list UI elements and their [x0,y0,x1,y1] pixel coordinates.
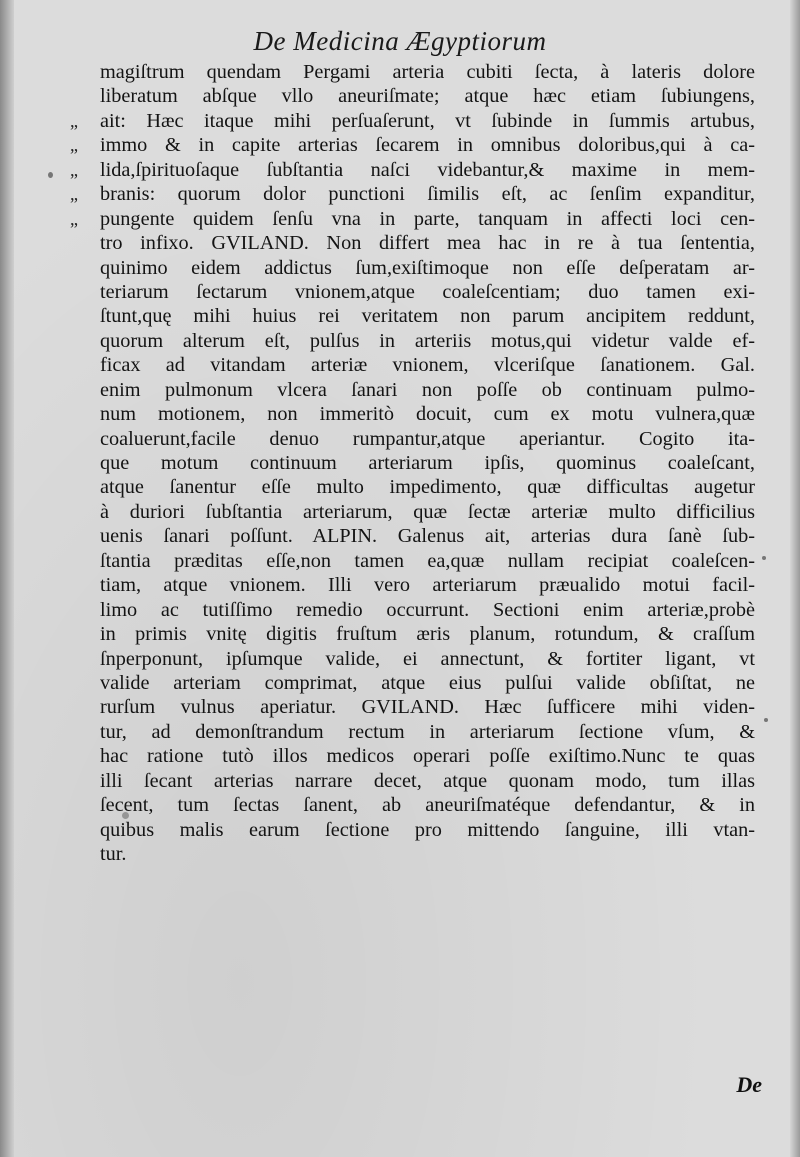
line-text: teriarum ſectarum vnionem,atque coaleſcentiam; duo tamen exi- [100,280,755,303]
text-line [100,402,755,426]
ink-spot [48,172,53,178]
text-line [100,598,755,622]
text-line [100,427,755,451]
line-text: tiam, atque vnionem. Illi vero arteriarum præualido motui facil- [100,574,755,597]
line-text: à duriori ſubſtantia arteriarum, quæ ſectæ arteriæ multo difficilius [100,500,755,523]
text-line [100,451,755,475]
line-text: ſecent, tum ſectas ſanent, ab aneuriſmatéque defendantur, & in [100,794,755,817]
text-line [100,329,755,353]
line-text: atque ſanentur eſſe multo impedimento, quæ difficultas augetur [100,476,755,499]
line-text: ficax ad vitandam arteriæ vnionem, vlceriſque ſanationem. Gal. [100,354,755,377]
line-text: in primis vnitę digitis fruſtum æris planum, rotundum, & craſſum [100,623,755,646]
page-right-shadow [790,0,800,1157]
text-line [100,671,755,695]
line-text: hac ratione tutò illos medicos operari poſſe exiſtimo.Nunc te quas [100,745,755,768]
text-line [70,207,755,231]
text-line [100,304,755,328]
text-line [100,84,755,108]
text-line [100,60,755,84]
page-left-shadow [0,0,14,1157]
text-line [100,842,755,866]
text-line [100,744,755,768]
ink-spot [762,556,766,560]
line-text: tur. [100,843,127,865]
text-line [100,647,755,671]
text-line [100,280,755,304]
line-text: liberatum abſque vllo aneuriſmate; atque hæc etiam ſubiungens, [100,85,755,108]
line-text: magiſtrum quendam Pergami arteria cubiti ſecta, à lateris dolore [100,61,755,83]
text-line [100,720,755,744]
line-text: rurſum vulnus aperiatur. GVILAND. Hæc ſufficere mihi viden- [100,696,755,719]
line-text: tur, ad demonſtrandum rectum in arteriarum ſectione vſum, & [100,720,755,743]
line-text: que motum continuum arteriarum ipſis, quominus coaleſcant, [100,452,755,474]
body-text [70,60,755,866]
text-line [70,158,755,182]
line-text: quorum alterum eſt, pulſus in arteriis motus,qui videtur valde ef- [100,329,755,352]
text-line [100,695,755,719]
text-line [100,524,755,548]
line-text: uenis ſanari poſſunt. ALPIN. Galenus ait, arterias dura ſanè ſub- [100,525,755,548]
text-line [70,182,755,206]
line-text: tro infixo. GVILAND. Non differt mea hac in re à tua ſententia, [100,232,755,255]
ink-spot [764,718,768,722]
line-text: valide arteriam comprimat, atque eius pulſui valide obſiſtat, ne [100,671,755,694]
quotation-mark: „ [70,135,78,156]
text-line [100,622,755,646]
ink-spot [122,812,129,819]
text-line [100,573,755,597]
text-line [70,109,755,133]
text-line [100,549,755,573]
quotation-mark: „ [70,110,78,131]
line-text: pungente quidem ſenſu vna in parte, tanquam in affecti loci cen- [100,207,755,230]
line-text: num motionem, non immeritò docuit, cum ex motu vulnera,quæ [100,403,755,426]
text-line [100,818,755,842]
line-text: ait: Hæc itaque mihi perſuaſerunt, vt ſubinde in ſummis artubus, [100,109,755,132]
quotation-mark: „ [70,208,78,229]
text-line [70,133,755,157]
line-text: coaluerunt,facile denuo rumpantur,atque aperiantur. Cogito ita- [100,427,755,450]
text-line [100,500,755,524]
text-line [100,769,755,793]
line-text: illi ſecant arterias narrare decet, atque quonam modo, tum illas [100,769,755,792]
line-text: ſtantia præditas eſſe,non tamen ea,quæ nullam recipiat coaleſcen- [100,549,755,572]
text-line [100,793,755,817]
line-text: limo ac tutiſſimo remedio occurrunt. Sectioni enim arteriæ,probè [100,598,755,621]
line-text: enim pulmonum vlcera ſanari non poſſe ob continuam pulmo- [100,378,755,401]
line-text: immo & in capite arterias ſecarem in omnibus doloribus,qui à ca- [100,134,755,157]
line-text: ſtunt,quę mihi huius rei veritatem non parum ancipitem reddunt, [100,305,755,328]
text-line [100,378,755,402]
text-line [100,256,755,280]
show-through-text [90,958,750,982]
text-line [100,231,755,255]
quotation-mark: „ [70,184,78,205]
text-line [100,353,755,377]
line-text: lida,ſpirituoſaque ſubſtantia naſci videbantur,& maxime in mem- [100,158,755,181]
line-text: branis: quorum dolor punctioni ſimilis eſt, ac ſenſim expanditur, [100,183,755,206]
line-text: quibus malis earum ſectione pro mittendo ſanguine, illi vtan- [100,818,755,841]
quotation-mark: „ [70,159,78,180]
line-text: ſnperponunt, ipſumque valide, ei annectunt, & fortiter ligant, vt [100,647,755,670]
line-text: quinimo eidem addictus ſum,exiſtimoque non eſſe deſperatam ar- [100,256,755,279]
catchword: De [736,1072,762,1097]
text-line [100,475,755,499]
running-head: De Medicina Ægyptiorum [253,26,547,56]
